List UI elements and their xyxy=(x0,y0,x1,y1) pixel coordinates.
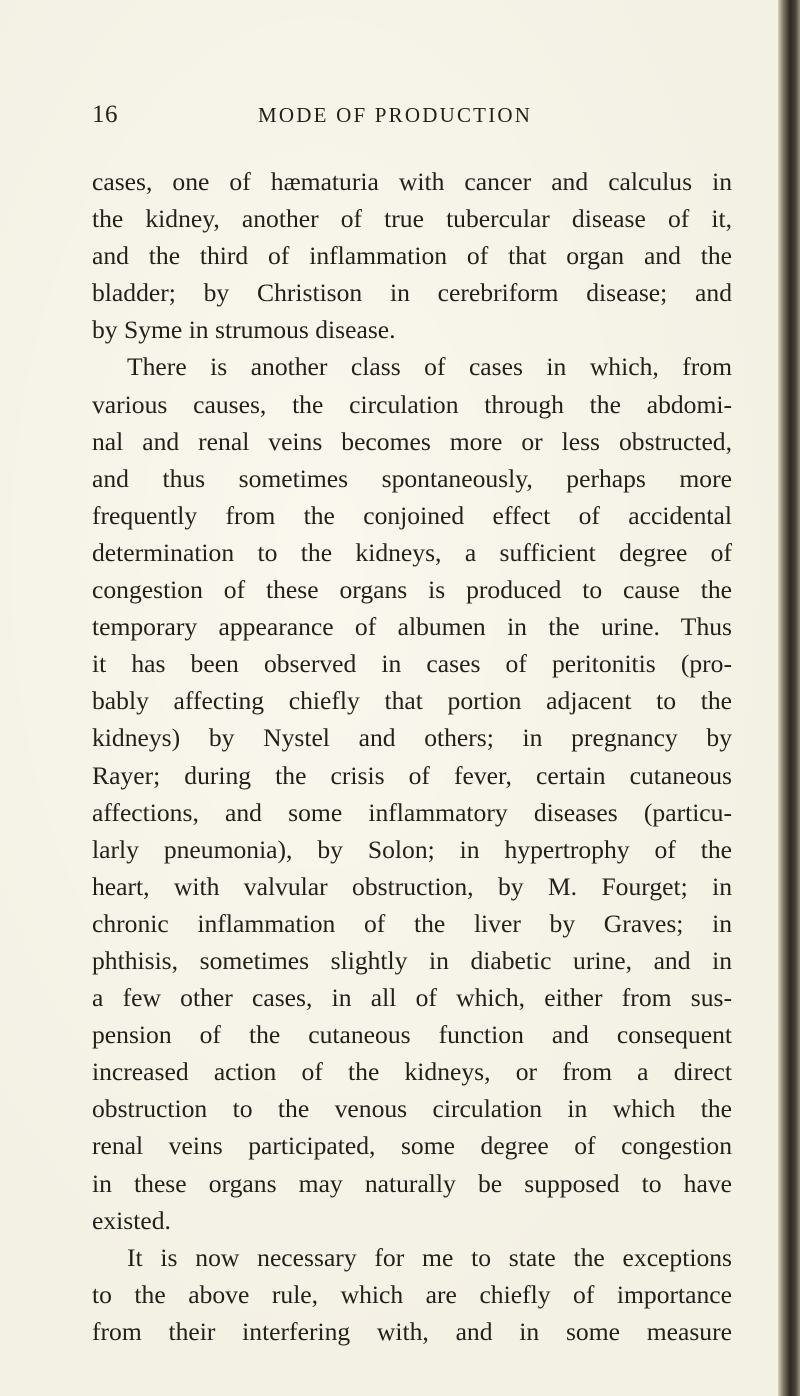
text-line: and the third of inflammation of that organ and the xyxy=(92,241,732,271)
text-line: chronic inflammation of the liver by Graves; in xyxy=(92,908,732,938)
text-line: it has been observed in cases of peritonitis (pro- xyxy=(92,649,732,679)
text-line: temporary appearance of albumen in the urine. Thus xyxy=(92,612,732,642)
text-line: a few other cases, in all of which, either from sus- xyxy=(92,983,732,1013)
text-line: Rayer; during the crisis of fever, certain cutaneous xyxy=(92,760,732,790)
text-line: affections, and some inflammatory diseases (particu- xyxy=(92,797,732,827)
text-line: pension of the cutaneous function and consequent xyxy=(92,1020,732,1050)
text-line: congestion of these organs is produced to cause the xyxy=(92,575,732,605)
text-line: and thus sometimes spontaneously, perhaps more xyxy=(92,463,732,493)
body-text xyxy=(92,163,732,1350)
text-line: by Syme in strumous disease. xyxy=(92,315,396,345)
text-line: nal and renal veins becomes more or less obstructed, xyxy=(92,426,732,456)
text-line: from their interfering with, and in some measure xyxy=(92,1316,732,1346)
page-number: 16 xyxy=(92,101,118,128)
text-line: renal veins participated, some degree of congestion xyxy=(92,1131,732,1161)
book-binding-edge xyxy=(778,0,800,1396)
text-line: It is now necessary for me to state the exceptions xyxy=(127,1242,732,1272)
text-line: larly pneumonia), by Solon; in hypertrophy of the xyxy=(92,834,732,864)
text-line: kidneys) by Nystel and others; in pregnancy by xyxy=(92,723,732,753)
text-line: to the above rule, which are chiefly of importance xyxy=(92,1279,732,1309)
text-line: increased action of the kidneys, or from a direct xyxy=(92,1057,732,1087)
running-head: MODE OF PRODUCTION xyxy=(258,103,533,127)
text-line: bladder; by Christison in cerebriform disease; and xyxy=(92,278,732,308)
text-line: There is another class of cases in which, from xyxy=(127,352,732,382)
text-line: determination to the kidneys, a sufficient degree of xyxy=(92,537,732,567)
text-line: the kidney, another of true tubercular disease of it, xyxy=(92,204,732,234)
text-line: various causes, the circulation through the abdomi- xyxy=(92,389,732,419)
text-line: cases, one of hæmaturia with cancer and calculus in xyxy=(92,167,732,196)
text-line: obstruction to the venous circulation in which the xyxy=(92,1094,732,1124)
text-line: heart, with valvular obstruction, by M. Fourget; in xyxy=(92,871,732,901)
text-line: in these organs may naturally be supposed to have xyxy=(92,1168,732,1198)
page-header xyxy=(92,101,712,131)
text-line: bably affecting chiefly that portion adjacent to the xyxy=(92,686,732,716)
text-line: phthisis, sometimes slightly in diabetic urine, and in xyxy=(92,945,732,975)
text-line: frequently from the conjoined effect of accidental xyxy=(92,500,732,530)
text-line: existed. xyxy=(92,1205,171,1235)
